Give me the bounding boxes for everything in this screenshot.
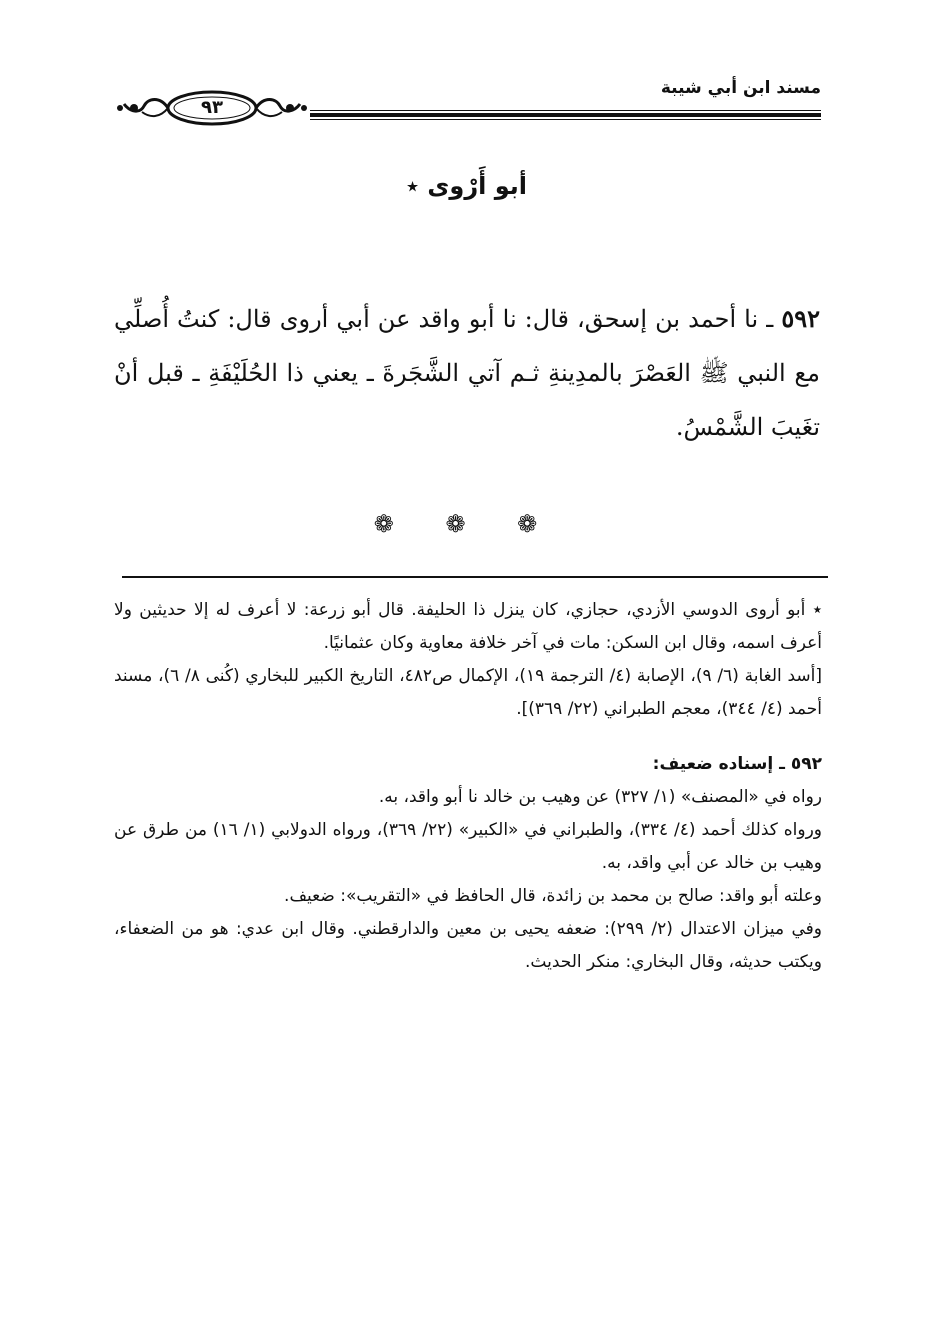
- footnote-takhrij-1: رواه في «المصنف» (١/ ٣٢٧) عن وهيب بن خالد نا أبو واقد، به.: [378, 787, 822, 807]
- footnote-takhrij-2: ورواه كذلك أحمد (٤/ ٣٣٤)، والطبراني في «الكبير» (٢٢/ ٣٦٩)، ورواه الدولابي (١/ ١٦) من طرق عن وهيب بن خالد عن أبي واقد، به.: [114, 820, 822, 873]
- page-number-ornament: [112, 86, 312, 130]
- hadith-text-block: [114, 292, 820, 454]
- page-number: ٩٣: [201, 97, 223, 118]
- footnotes-block: [114, 594, 822, 979]
- footnote-grading-heading: ٥٩٢ ـ إسناده ضعيف:: [652, 754, 822, 774]
- footnote-references: [أسد الغابة (٦/ ٩)، الإصابة (٤/ الترجمة ١٩)، الإكمال ص٤٨٢، التاريخ الكبير للبخاري (كُنى ٨/ ٦)، مسند أحمد (٤/ ٣٤٤)، معجم الطبراني (٢٢/ ٣٦٩)].: [114, 666, 822, 719]
- section-separator: ❁ ❁ ❁: [373, 510, 560, 538]
- footnote-illah: وعلته أبو واقد: صالح بن محمد بن زائدة، قال الحافظ في «التقريب»: ضعيف.: [284, 886, 822, 906]
- header-rule: [310, 110, 821, 128]
- running-title: مسند ابن أبي شيبة: [660, 78, 821, 98]
- hadith-number: ٥٩٢: [781, 304, 820, 333]
- footnote-divider: [122, 576, 828, 578]
- footnote-mizan: وفي ميزان الاعتدال (٢/ ٢٩٩): ضعفه يحيى بن معين والدارقطني. وقال ابن عدي: هو من الضعفاء، ويكتب حديثه، وقال البخاري: منكر الحديث.: [114, 919, 822, 972]
- section-title: أبو أَرْوى ٭: [405, 172, 528, 200]
- hadith-text: ـ نا أحمد بن إسحق، قال: نا أبو واقد عن أبي أروى قال: كنتُ أُصلِّي مع النبي ﷺ العَصْرَ بالمدِينةِ ثـم آتي الشَّجَرةَ ـ يعني ذا الحُلَيْفَةِ ـ قبل أنْ تغَيبَ الشَّمْسُ.: [114, 305, 820, 441]
- footnote-biography: ٭ أبو أروى الدوسي الأزدي، حجازي، كان ينزل ذا الحليفة. قال أبو زرعة: لا أعرف له إلا حديثين ولا أعرف اسمه، وقال ابن السكن: مات في آخر خلافة معاوية وكان عثمانيًا.: [114, 600, 822, 653]
